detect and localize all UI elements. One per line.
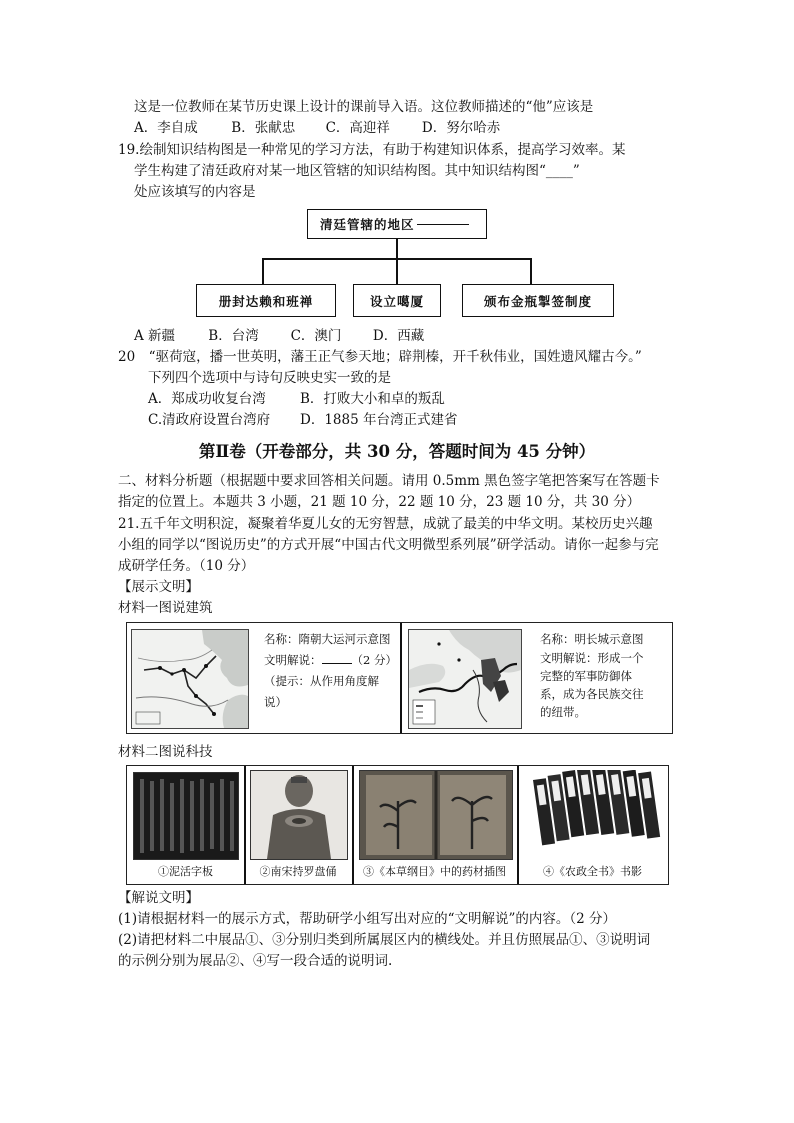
q20-option-b: B．打败大小和卓的叛乱 [300,391,445,407]
herbal-illustration-icon [360,771,512,859]
material2-panel [126,765,669,885]
canal-hint-line2: 说） [264,695,287,709]
clay-type-icon [134,773,238,859]
canal-name: 名称：隋朝大运河示意图 [264,632,391,646]
q19-option-a: A 新疆 [134,328,176,344]
q18-option-c: C．高迎祥 [325,120,390,136]
q18-option-a: A．李自成 [134,120,198,136]
diagram-right-box: 颁布金瓶掣签制度 [462,284,614,317]
diagram-connector [396,239,398,259]
material1-panel [126,622,673,734]
book-covers-icon [523,770,661,858]
task1: (1)请根据材料一的展示方式，帮助研学小组写出对应的“文明解说”的内容。（2 分） [118,911,617,927]
q20-line1: 20 “驱荷寇，播一世英明，藩王正气参天地；辟荆榛，开千秋伟业，国姓遗风耀古今。” [118,349,642,365]
q18-option-b: B．张献忠 [231,120,296,136]
q20-option-c: C.清政府设置台湾府 [148,412,271,428]
exhibit-4-caption: ④《农政全书》书影 [543,865,642,878]
exhibit-1-caption: ①泥活字板 [158,865,213,878]
compass-figurine-image [250,770,348,860]
canal-score: （2 分） [351,653,397,667]
diagram-connector [262,258,264,284]
q21-line3: 成研学任务。（10 分） [118,558,255,574]
diagram-blank [417,224,469,225]
q18-options [134,119,500,137]
diagram-connector [396,258,398,284]
q18-stem: 这是一位教师在某节历史课上设计的课前导入语。这位教师描述的“他”应该是 [134,99,594,115]
exhibit-3-caption: ③《本草纲目》中的药材插图 [363,865,506,878]
material2-label: 材料二图说科技 [118,744,213,760]
diagram-left-box: 册封达赖和班禅 [196,284,336,317]
great-wall-map-icon [409,630,521,728]
material1-label: 材料一图说建筑 [118,600,213,616]
panel-divider [400,623,402,733]
q19-line3: 处应该填写的内容是 [134,184,256,200]
diagram-connector [530,258,532,284]
task2-line1: (2)请把材料二中展品①、③分别归类到所属展区内的横线处。并且仿照展品①、③说明词 [118,932,651,948]
canal-explain-row [264,652,397,669]
task2-line2: 的示例分别为展品②、④写一段合适的说明词. [118,953,393,969]
q21-line1: 21.五千年文明积淀，凝聚着华夏儿女的无穷智慧，成就了最美的中华文明。某校历史兴趣 [118,516,653,532]
q21-line2: 小组的同学以“图说历史”的方式开展“中国古代文明微型系列展”研学活动。请你一起参与完 [118,537,659,553]
canal-explain-label: 文明解说： [264,653,322,667]
q20-option-a: A．郑成功收复台湾 [148,391,266,407]
canal-map-icon [132,630,248,728]
wall-explain-line4: 的纽带。 [540,705,586,719]
q19-line1: 19.绘制知识结构图是一种常见的学习方法，有助于构建知识体系，提高学习效率。某 [118,142,626,158]
section2-line2: 指定的位置上。本题共 3 小题，21 题 10 分，22 题 10 分，23 题 10 分，共 30 分） [118,494,641,510]
q19-option-b: B．台湾 [208,328,259,344]
book-covers-image [523,770,661,858]
diagram-top-label: 清廷管辖的地区 [320,217,415,232]
canal-hint-line1: （提示：从作用角度解 [264,674,379,688]
compass-figurine-icon [251,771,347,859]
clay-type-image [133,772,239,860]
q18-option-d: D．努尔哈赤 [421,120,501,136]
great-wall-map-image [408,629,522,729]
explain-heading: 【解说文明】 [118,890,199,906]
wall-explain-line1: 文明解说：形成一个 [540,651,644,665]
herbal-illustration-image [359,770,513,860]
wall-name: 名称：明长城示意图 [540,632,644,646]
q19-line2: 学生构建了清廷政府对某一地区管辖的知识结构图。其中知识结构图“____” [134,163,580,179]
wall-explain-line2: 完整的军事防御体 [540,669,632,683]
q20-line2: 下列四个选项中与诗句反映史实一致的是 [148,370,391,386]
q19-option-d: D．西藏 [372,328,425,344]
exhibit-2-caption: ②南宋持罗盘俑 [259,865,337,878]
section2-title: 第Ⅱ卷（开卷部分，共 30 分，答题时间为 45 分钟） [198,442,596,461]
diagram-middle-box: 设立噶厦 [353,284,441,317]
canal-answer-blank [322,663,352,664]
q20-option-d: D．1885 年台湾正式建省 [300,412,458,428]
wall-explain-line3: 系，成为各民族交往 [540,687,644,701]
q19-options [134,327,424,345]
canal-map-image [131,629,249,729]
display-heading: 【展示文明】 [118,579,199,595]
q19-option-c: C．澳门 [290,328,342,344]
section2-line1: 二、材料分析题（根据题中要求回答相关问题。请用 0.5mm 黑色签字笔把答案写在答题卡 [118,473,660,489]
diagram-top-box [307,209,487,239]
